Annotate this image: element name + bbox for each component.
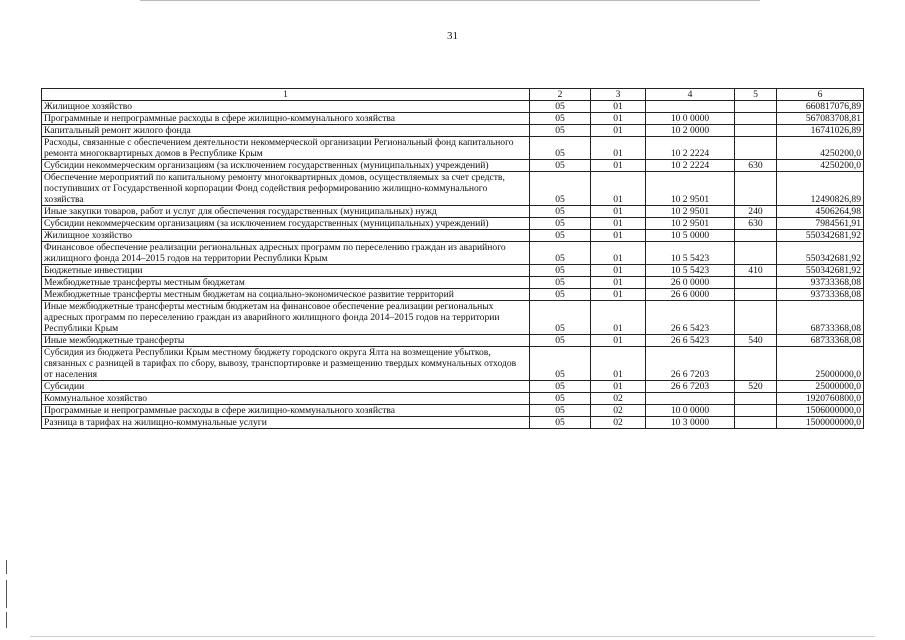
target-article-cell: 10 0 0000 (646, 113, 735, 125)
amount-cell: 16741026,89 (777, 125, 864, 137)
row-name-cell: Субсидия из бюджета Республики Крым местному бюджету городского округа Ялта на возмещение убытков, связанных с разницей в тарифах по сбору, вывозу, транспортировке и размещению твердых коммунальных отходов от населения (42, 347, 530, 381)
subsection-code-cell: 01 (591, 242, 646, 265)
row-name-cell: Разница в тарифах на жилищно-коммунальные услуги (42, 417, 530, 429)
row-name-cell: Обеспечение мероприятий по капитальному ремонту многоквартирных домов, осуществляемых за счет средств, поступивших от Государственной корпорации Фонд содействия реформированию жилищно-коммунального хозяйства (42, 172, 530, 206)
amount-cell: 1920760800,0 (777, 393, 864, 405)
section-code-cell: 05 (530, 206, 591, 218)
column-header: 3 (591, 89, 646, 101)
target-article-cell: 10 2 2224 (646, 137, 735, 160)
table-row (42, 393, 864, 405)
subsection-code-cell: 02 (591, 417, 646, 429)
table-row (42, 101, 864, 113)
expense-type-cell (735, 301, 777, 335)
target-article-cell: 10 2 9501 (646, 206, 735, 218)
section-code-cell: 05 (530, 347, 591, 381)
amount-cell: 7984561,91 (777, 218, 864, 230)
column-header: 6 (777, 89, 864, 101)
expense-type-cell (735, 242, 777, 265)
row-name-cell: Межбюджетные трансферты местным бюджетам (42, 277, 530, 289)
expense-type-cell (735, 230, 777, 242)
section-code-cell: 05 (530, 335, 591, 347)
table-row (42, 160, 864, 172)
row-name-cell: Программные и непрограммные расходы в сфере жилищно-коммунального хозяйства (42, 113, 530, 125)
section-code-cell: 05 (530, 242, 591, 265)
expense-type-cell: 630 (735, 218, 777, 230)
table-row (42, 218, 864, 230)
amount-cell: 4250200,0 (777, 137, 864, 160)
expense-type-cell (735, 405, 777, 417)
table-row (42, 301, 864, 335)
table-row (42, 206, 864, 218)
table-row (42, 230, 864, 242)
subsection-code-cell: 02 (591, 393, 646, 405)
table-row (42, 242, 864, 265)
expense-type-cell (735, 172, 777, 206)
section-code-cell: 05 (530, 230, 591, 242)
section-code-cell: 05 (530, 301, 591, 335)
section-code-cell: 05 (530, 381, 591, 393)
subsection-code-cell: 01 (591, 265, 646, 277)
target-article-cell: 10 3 0000 (646, 417, 735, 429)
subsection-code-cell: 01 (591, 113, 646, 125)
expense-type-cell (735, 125, 777, 137)
target-article-cell: 26 0 0000 (646, 277, 735, 289)
expense-type-cell (735, 137, 777, 160)
subsection-code-cell: 01 (591, 277, 646, 289)
target-article-cell: 10 2 9501 (646, 218, 735, 230)
expense-type-cell (735, 289, 777, 301)
amount-cell: 25000000,0 (777, 381, 864, 393)
column-header: 1 (42, 89, 530, 101)
column-number-row (42, 89, 864, 101)
expense-type-cell (735, 417, 777, 429)
row-name-cell: Капитальный ремонт жилого фонда (42, 125, 530, 137)
amount-cell: 93733368,08 (777, 277, 864, 289)
target-article-cell: 10 5 5423 (646, 265, 735, 277)
section-code-cell: 05 (530, 289, 591, 301)
margin-mark (6, 580, 7, 608)
amount-cell: 550342681,92 (777, 230, 864, 242)
table-row (42, 277, 864, 289)
section-code-cell: 05 (530, 125, 591, 137)
table-row (42, 381, 864, 393)
expense-type-cell (735, 101, 777, 113)
amount-cell: 93733368,08 (777, 289, 864, 301)
target-article-cell: 10 0 0000 (646, 405, 735, 417)
table-row (42, 405, 864, 417)
table-row (42, 125, 864, 137)
row-name-cell: Иные закупки товаров, работ и услуг для обеспечения государственных (муниципальных) нужд (42, 206, 530, 218)
row-name-cell: Бюджетные инвестиции (42, 265, 530, 277)
target-article-cell: 10 2 0000 (646, 125, 735, 137)
table-row (42, 347, 864, 381)
section-code-cell: 05 (530, 265, 591, 277)
section-code-cell: 05 (530, 277, 591, 289)
column-header: 5 (735, 89, 777, 101)
expense-type-cell: 520 (735, 381, 777, 393)
section-code-cell: 05 (530, 137, 591, 160)
top-scan-rule (140, 0, 760, 1)
section-code-cell: 05 (530, 113, 591, 125)
amount-cell: 68733368,08 (777, 335, 864, 347)
budget-table (41, 88, 864, 429)
table-row (42, 265, 864, 277)
section-code-cell: 05 (530, 172, 591, 206)
amount-cell: 567083708,81 (777, 113, 864, 125)
row-name-cell: Межбюджетные трансферты местным бюджетам на социально-экономическое развитие территорий (42, 289, 530, 301)
amount-cell: 1506000000,0 (777, 405, 864, 417)
page-number: 31 (447, 30, 458, 42)
section-code-cell: 05 (530, 393, 591, 405)
row-name-cell: Жилищное хозяйство (42, 101, 530, 113)
subsection-code-cell: 01 (591, 289, 646, 301)
target-article-cell: 10 2 9501 (646, 172, 735, 206)
row-name-cell: Иные межбюджетные трансферты (42, 335, 530, 347)
subsection-code-cell: 01 (591, 206, 646, 218)
section-code-cell: 05 (530, 160, 591, 172)
row-name-cell: Программные и непрограммные расходы в сфере жилищно-коммунального хозяйства (42, 405, 530, 417)
expense-type-cell (735, 393, 777, 405)
expense-type-cell: 410 (735, 265, 777, 277)
amount-cell: 550342681,92 (777, 265, 864, 277)
target-article-cell: 10 2 2224 (646, 160, 735, 172)
subsection-code-cell: 01 (591, 347, 646, 381)
table-row (42, 335, 864, 347)
amount-cell: 1500000000,0 (777, 417, 864, 429)
target-article-cell: 10 5 5423 (646, 242, 735, 265)
table-row (42, 137, 864, 160)
amount-cell: 660817076,89 (777, 101, 864, 113)
row-name-cell: Субсидии некоммерческим организациям (за исключением государственных (муниципальных) учреждений) (42, 218, 530, 230)
subsection-code-cell: 02 (591, 405, 646, 417)
section-code-cell: 05 (530, 101, 591, 113)
amount-cell: 68733368,08 (777, 301, 864, 335)
subsection-code-cell: 01 (591, 381, 646, 393)
expense-type-cell: 630 (735, 160, 777, 172)
margin-mark (6, 612, 7, 628)
amount-cell: 25000000,0 (777, 347, 864, 381)
expense-type-cell (735, 347, 777, 381)
table-row (42, 289, 864, 301)
expense-type-cell: 540 (735, 335, 777, 347)
row-name-cell: Иные межбюджетные трансферты местным бюджетам на финансовое обеспечение реализации региональных адресных программ по переселению граждан из аварийного жилищного фонда 2014–2015 годов на территории Республики Крым (42, 301, 530, 335)
amount-cell: 4506264,98 (777, 206, 864, 218)
amount-cell: 12490826,89 (777, 172, 864, 206)
column-header: 4 (646, 89, 735, 101)
subsection-code-cell: 01 (591, 137, 646, 160)
row-name-cell: Расходы, связанные с обеспечением деятельности некоммерческой организации Региональный фонд капитального ремонта многоквартирных домов в Республике Крым (42, 137, 530, 160)
target-article-cell: 10 5 0000 (646, 230, 735, 242)
column-header: 2 (530, 89, 591, 101)
row-name-cell: Жилищное хозяйство (42, 230, 530, 242)
subsection-code-cell: 01 (591, 101, 646, 113)
expense-type-cell: 240 (735, 206, 777, 218)
subsection-code-cell: 01 (591, 160, 646, 172)
target-article-cell: 26 6 0000 (646, 289, 735, 301)
target-article-cell: 26 6 7203 (646, 347, 735, 381)
amount-cell: 4250200,0 (777, 160, 864, 172)
expense-type-cell (735, 113, 777, 125)
target-article-cell: 26 6 5423 (646, 301, 735, 335)
section-code-cell: 05 (530, 218, 591, 230)
table-row (42, 417, 864, 429)
subsection-code-cell: 01 (591, 172, 646, 206)
section-code-cell: 05 (530, 417, 591, 429)
subsection-code-cell: 01 (591, 301, 646, 335)
row-name-cell: Финансовое обеспечение реализации региональных адресных программ по переселению граждан из аварийного жилищного фонда 2014–2015 годов на территории Республики Крым (42, 242, 530, 265)
target-article-cell (646, 393, 735, 405)
expense-type-cell (735, 277, 777, 289)
target-article-cell (646, 101, 735, 113)
amount-cell: 550342681,92 (777, 242, 864, 265)
subsection-code-cell: 01 (591, 335, 646, 347)
table-row (42, 113, 864, 125)
row-name-cell: Субсидии некоммерческим организациям (за исключением государственных (муниципальных) учреждений) (42, 160, 530, 172)
row-name-cell: Субсидии (42, 381, 530, 393)
subsection-code-cell: 01 (591, 230, 646, 242)
table-row (42, 172, 864, 206)
section-code-cell: 05 (530, 405, 591, 417)
margin-mark (6, 560, 7, 574)
bottom-scan-rule (30, 636, 875, 637)
target-article-cell: 26 6 7203 (646, 381, 735, 393)
subsection-code-cell: 01 (591, 218, 646, 230)
subsection-code-cell: 01 (591, 125, 646, 137)
row-name-cell: Коммунальное хозяйство (42, 393, 530, 405)
target-article-cell: 26 6 5423 (646, 335, 735, 347)
